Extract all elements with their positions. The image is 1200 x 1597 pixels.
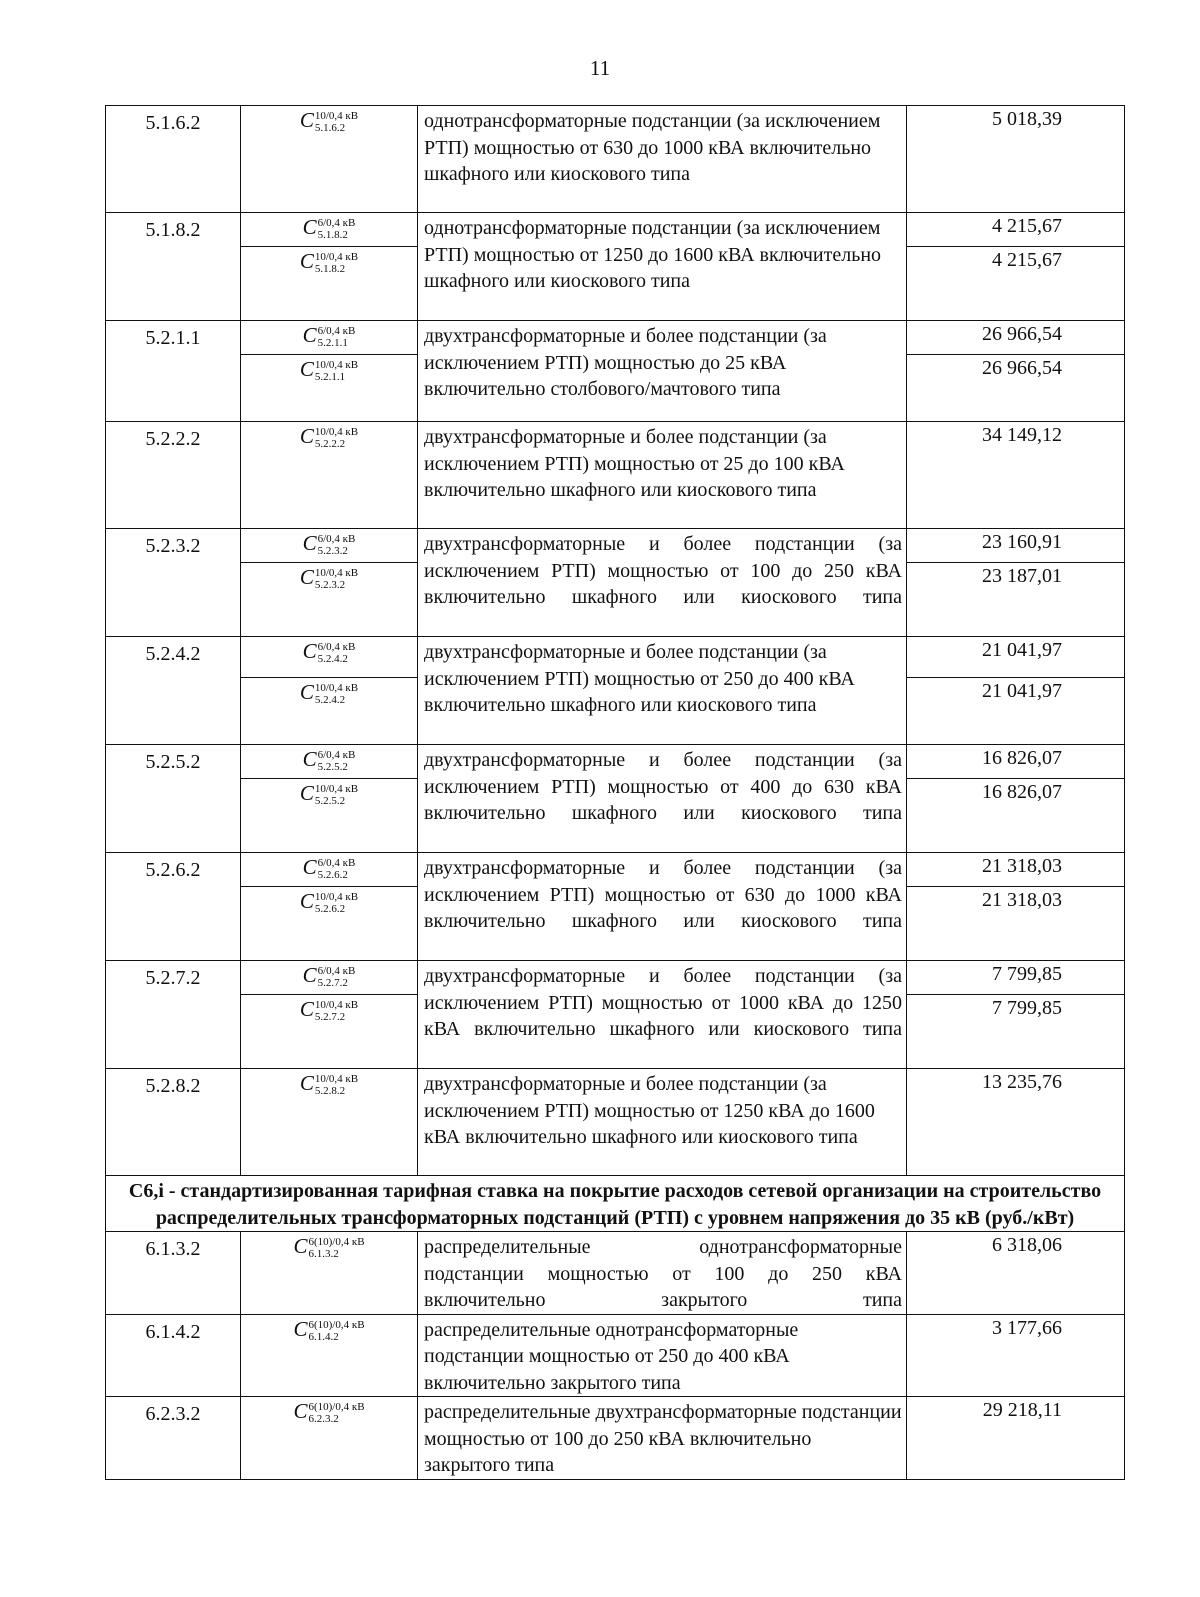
index-subscript: 5.1.8.2: [314, 263, 346, 275]
symbol-scripts: [308, 1401, 364, 1425]
symbol-letter: C: [302, 747, 317, 771]
index-subscript: 5.2.1.1: [314, 371, 346, 383]
row-description: двухтрансформаторные и более подстанции (за исключением РТП) мощностью до 25 кВА включительно столбового/мачтового типа: [418, 321, 907, 422]
symbol-cell: [241, 887, 418, 961]
voltage-superscript: 6/0,4 кВ: [317, 217, 356, 229]
symbol-cell: [241, 745, 418, 779]
index-subscript: 5.1.8.2: [317, 229, 348, 241]
tariff-symbol: [300, 422, 358, 450]
tariff-symbol: [303, 213, 356, 241]
table-row: [106, 1232, 1125, 1315]
index-subscript: 5.2.3.2: [314, 579, 346, 591]
symbol-letter: C: [293, 1399, 308, 1423]
symbol-letter: C: [299, 889, 314, 913]
voltage-superscript: 10/0,4 кВ: [314, 891, 359, 903]
symbol-letter: C: [293, 1316, 308, 1341]
row-code: 5.2.6.2: [106, 853, 241, 961]
symbol-scripts: [318, 533, 356, 557]
symbol-scripts: [315, 891, 358, 915]
row-description: двухтрансформаторные и более подстанции (за исключением РТП) мощностью от 250 до 400 кВА включительно шкафного или киоскового типа: [418, 637, 907, 745]
row-code: 6.1.4.2: [106, 1314, 241, 1397]
rate-value: 13 235,76: [907, 1069, 1125, 1176]
tariff-symbol: [293, 1397, 364, 1425]
row-code: 6.2.3.2: [106, 1397, 241, 1480]
symbol-cell: [241, 355, 418, 422]
symbol-cell: [241, 213, 418, 247]
row-description: двухтрансформаторные и более подстанции (за исключением РТП) мощностью от 630 до 1000 кВА включительно шкафного или киоскового типа: [418, 853, 907, 961]
tariff-symbol: [300, 678, 358, 706]
table-row: [106, 961, 1125, 995]
tariff-symbol: [303, 529, 356, 557]
symbol-cell: [241, 1314, 418, 1397]
row-code: 5.2.1.1: [106, 321, 241, 422]
row-code: 5.1.6.2: [106, 106, 241, 213]
symbol-letter: C: [302, 323, 317, 347]
voltage-superscript: 10/0,4 кВ: [314, 426, 359, 438]
row-description: двухтрансформаторные и более подстанции (за исключением РТП) мощностью от 100 до 250 кВА включительно шкафного или киоскового типа: [418, 529, 907, 637]
symbol-letter: C: [299, 997, 314, 1021]
voltage-superscript: 6(10)/0,4 кВ: [308, 1236, 365, 1248]
rate-value: 4 215,67: [907, 213, 1125, 247]
symbol-letter: C: [299, 108, 314, 132]
index-subscript: 5.2.3.2: [317, 545, 348, 557]
row-description: распределительные двухтрансформаторные подстанции мощностью от 100 до 250 кВА включительно закрытого типа: [418, 1397, 907, 1480]
symbol-scripts: [318, 965, 356, 989]
row-code: 5.2.3.2: [106, 529, 241, 637]
symbol-scripts: [308, 1319, 364, 1343]
row-description: двухтрансформаторные и более подстанции (за исключением РТП) мощностью от 25 до 100 кВА включительно шкафного или киоскового типа: [418, 422, 907, 529]
voltage-superscript: 6(10)/0,4 кВ: [308, 1318, 365, 1331]
tariff-table-body: [106, 106, 1125, 1480]
rate-value: 29 218,11: [907, 1397, 1125, 1480]
tariff-table: [105, 105, 1125, 1480]
rate-value: 4 215,67: [907, 247, 1125, 321]
index-subscript: 5.2.7.2: [317, 977, 348, 989]
index-subscript: 5.2.5.2: [317, 761, 348, 773]
symbol-letter: C: [293, 1234, 308, 1258]
rate-value: 3 177,66: [907, 1314, 1125, 1397]
symbol-cell: [241, 1069, 418, 1176]
index-subscript: 5.2.7.2: [314, 1011, 346, 1023]
tariff-symbol: [303, 961, 356, 989]
symbol-scripts: [318, 217, 356, 241]
voltage-superscript: 6/0,4 кВ: [317, 749, 356, 761]
symbol-scripts: [315, 999, 358, 1023]
rate-value: 7 799,85: [907, 995, 1125, 1069]
rate-value: 5 018,39: [907, 106, 1125, 213]
symbol-letter: C: [299, 357, 314, 381]
rate-value: 34 149,12: [907, 422, 1125, 529]
tariff-symbol: [303, 853, 356, 881]
symbol-scripts: [315, 426, 358, 450]
tariff-symbol: [300, 779, 358, 807]
index-subscript: 6.2.3.2: [308, 1413, 339, 1425]
table-row: [106, 422, 1125, 529]
voltage-superscript: 6/0,4 кВ: [317, 641, 356, 653]
table-row: [106, 1397, 1125, 1480]
voltage-superscript: 10/0,4 кВ: [314, 110, 359, 122]
index-subscript: 5.2.4.2: [314, 694, 346, 706]
row-code: 5.2.7.2: [106, 961, 241, 1069]
symbol-cell: [241, 529, 418, 563]
symbol-scripts: [315, 359, 358, 383]
symbol-cell: [241, 106, 418, 213]
symbol-letter: C: [299, 565, 314, 589]
symbol-scripts: [318, 857, 356, 881]
symbol-letter: C: [299, 249, 314, 273]
symbol-cell: [241, 563, 418, 637]
rate-value: 16 826,07: [907, 779, 1125, 853]
table-row: [106, 745, 1125, 779]
tariff-symbol: [300, 563, 358, 591]
table-row: [106, 213, 1125, 247]
row-description: однотрансформаторные подстанции (за исключением РТП) мощностью от 1250 до 1600 кВА включительно шкафного или киоскового типа: [418, 213, 907, 321]
table-row: [106, 106, 1125, 213]
row-description: распределительные однотрансформаторные подстанции мощностью от 100 до 250 кВА включительно закрытого типа: [418, 1232, 907, 1315]
row-description: двухтрансформаторные и более подстанции (за исключением РТП) мощностью от 1250 кВА до 1600 кВА включительно шкафного или киоскового типа: [418, 1069, 907, 1176]
symbol-letter: C: [302, 639, 317, 663]
section-header: С6,i - стандартизированная тарифная ставка на покрытие расходов сетевой организации на строительство распределительных трансформаторных подстанций (РТП) с уровнем напряжения до 35 кВ (руб./кВт): [106, 1176, 1125, 1232]
symbol-letter: C: [302, 855, 317, 879]
symbol-scripts: [318, 325, 356, 349]
rate-value: 16 826,07: [907, 745, 1125, 779]
symbol-cell: [241, 1232, 418, 1315]
tariff-symbol: [303, 321, 356, 349]
row-code: 6.1.3.2: [106, 1232, 241, 1315]
row-code: 5.1.8.2: [106, 213, 241, 321]
voltage-superscript: 6/0,4 кВ: [317, 325, 356, 337]
tariff-symbol: [293, 1232, 364, 1260]
symbol-cell: [241, 779, 418, 853]
row-code: 5.2.4.2: [106, 637, 241, 745]
index-subscript: 5.2.8.2: [314, 1085, 346, 1097]
row-code: 5.2.2.2: [106, 422, 241, 529]
row-description: двухтрансформаторные и более подстанции (за исключением РТП) мощностью от 400 до 630 кВА включительно шкафного или киоскового типа: [418, 745, 907, 853]
symbol-letter: C: [299, 680, 314, 704]
voltage-superscript: 10/0,4 кВ: [314, 567, 359, 579]
tariff-symbol: [300, 247, 358, 275]
index-subscript: 6.1.4.2: [308, 1330, 339, 1343]
tariff-symbol: [300, 887, 358, 915]
rate-value: 21 318,03: [907, 887, 1125, 961]
voltage-superscript: 6/0,4 кВ: [317, 965, 356, 977]
symbol-cell: [241, 961, 418, 995]
symbol-cell: [241, 637, 418, 678]
voltage-superscript: 10/0,4 кВ: [314, 682, 359, 694]
symbol-scripts: [318, 749, 356, 773]
rate-value: 6 318,06: [907, 1232, 1125, 1315]
tariff-symbol: [300, 355, 358, 383]
symbol-cell: [241, 321, 418, 355]
symbol-scripts: [315, 783, 358, 807]
voltage-superscript: 10/0,4 кВ: [314, 999, 359, 1011]
row-description: распределительные однотрансформаторные подстанции мощностью от 250 до 400 кВА включительно закрытого типа: [418, 1314, 907, 1397]
rate-value: 23 187,01: [907, 563, 1125, 637]
table-row: [106, 637, 1125, 678]
index-subscript: 5.2.4.2: [317, 653, 348, 665]
symbol-letter: C: [302, 215, 317, 239]
index-subscript: 5.2.2.2: [314, 438, 346, 450]
symbol-letter: C: [299, 424, 314, 448]
symbol-scripts: [315, 1073, 358, 1097]
rate-value: 21 041,97: [907, 678, 1125, 745]
symbol-letter: C: [299, 1071, 314, 1095]
symbol-cell: [241, 853, 418, 887]
index-subscript: 5.2.5.2: [314, 795, 346, 807]
tariff-symbol: [303, 745, 356, 773]
table-row: [106, 529, 1125, 563]
voltage-superscript: 10/0,4 кВ: [314, 783, 359, 795]
table-row: [106, 321, 1125, 355]
symbol-scripts: [315, 567, 358, 591]
tariff-symbol: [300, 1069, 358, 1097]
voltage-superscript: 10/0,4 кВ: [314, 359, 359, 371]
voltage-superscript: 6(10)/0,4 кВ: [308, 1401, 365, 1413]
section-row: [106, 1176, 1125, 1232]
symbol-cell: [241, 1397, 418, 1480]
symbol-cell: [241, 247, 418, 321]
symbol-scripts: [315, 251, 358, 275]
rate-value: 7 799,85: [907, 961, 1125, 995]
row-code: 5.2.5.2: [106, 745, 241, 853]
rate-value: 26 966,54: [907, 355, 1125, 422]
symbol-scripts: [315, 682, 358, 706]
voltage-superscript: 6/0,4 кВ: [317, 857, 356, 869]
rate-value: 26 966,54: [907, 321, 1125, 355]
symbol-scripts: [315, 110, 358, 134]
symbol-letter: C: [302, 531, 317, 555]
table-row: [106, 1314, 1125, 1397]
page-number: 11: [589, 56, 611, 80]
rate-value: 23 160,91: [907, 529, 1125, 563]
voltage-superscript: 6/0,4 кВ: [317, 533, 356, 545]
voltage-superscript: 10/0,4 кВ: [314, 251, 359, 263]
tariff-symbol: [293, 1315, 364, 1343]
index-subscript: 5.2.6.2: [314, 903, 346, 915]
rate-value: 21 318,03: [907, 853, 1125, 887]
index-subscript: 5.2.6.2: [317, 869, 348, 881]
rate-value: 21 041,97: [907, 637, 1125, 678]
index-subscript: 6.1.3.2: [308, 1248, 339, 1260]
tariff-symbol: [300, 995, 358, 1023]
tariff-symbol: [300, 106, 358, 134]
symbol-scripts: [308, 1236, 364, 1260]
symbol-letter: C: [302, 963, 317, 987]
symbol-letter: C: [299, 781, 314, 805]
table-row: [106, 1069, 1125, 1176]
symbol-cell: [241, 995, 418, 1069]
voltage-superscript: 10/0,4 кВ: [314, 1073, 359, 1085]
symbol-cell: [241, 422, 418, 529]
row-code: 5.2.8.2: [106, 1069, 241, 1176]
index-subscript: 5.1.6.2: [314, 122, 346, 134]
row-description: однотрансформаторные подстанции (за исключением РТП) мощностью от 630 до 1000 кВА включительно шкафного или киоскового типа: [418, 106, 907, 213]
row-description: двухтрансформаторные и более подстанции (за исключением РТП) мощностью от 1000 кВА до 1250 кВА включительно шкафного или киоскового типа: [418, 961, 907, 1069]
index-subscript: 5.2.1.1: [317, 337, 348, 349]
symbol-scripts: [318, 641, 356, 665]
table-row: [106, 853, 1125, 887]
tariff-symbol: [303, 637, 356, 665]
symbol-cell: [241, 678, 418, 745]
